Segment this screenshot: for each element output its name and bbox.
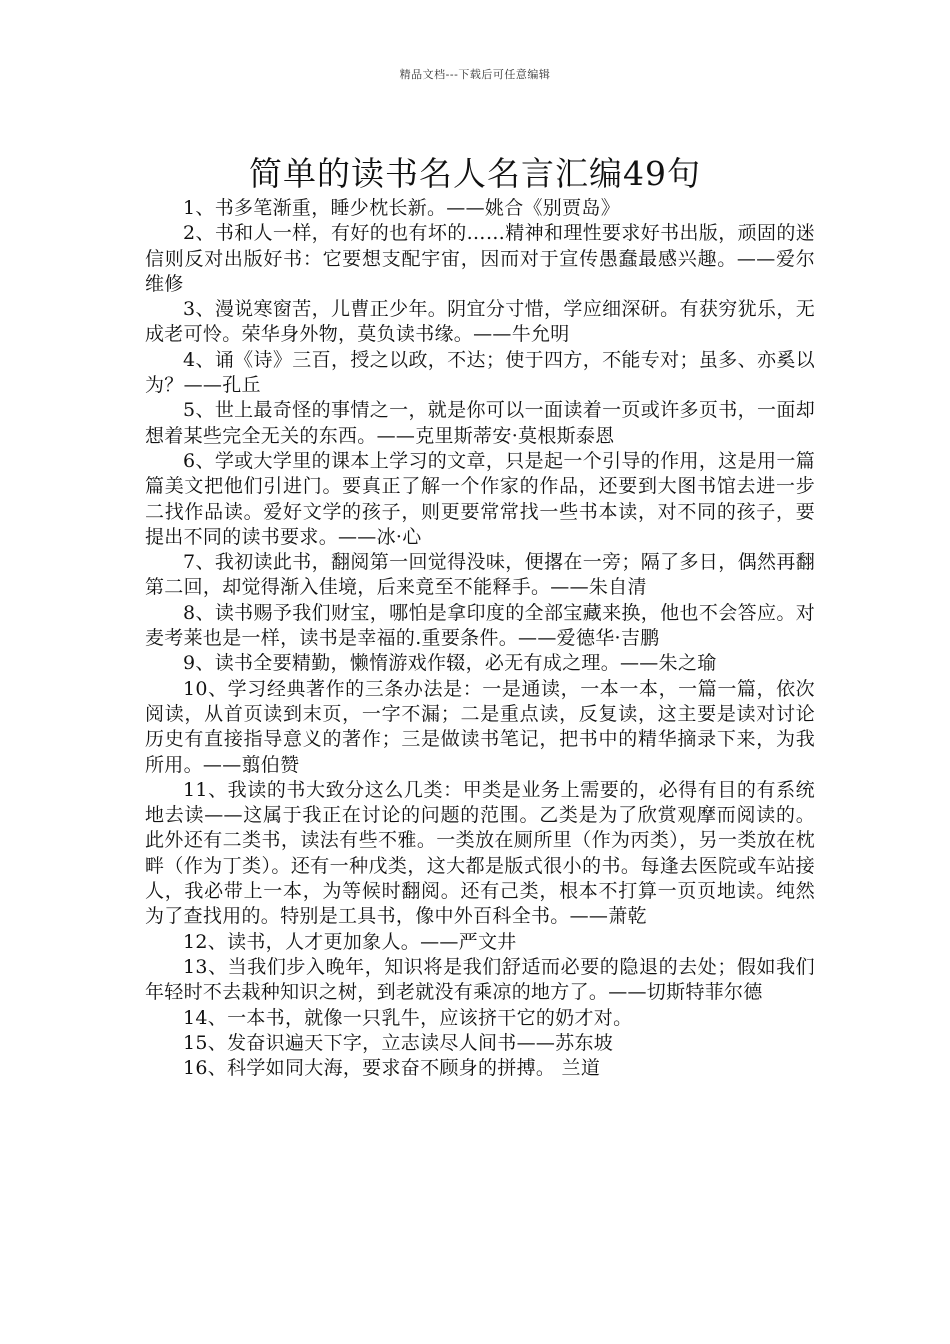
header-note: 精品文档---下载后可任意编辑	[399, 68, 551, 81]
quote-10: 10、学习经典著作的三条办法是：一是通读，一本一本，一篇一篇，依次阅读，从首页读到末页，一字不漏；二是重点读，反复读，这主要是读对讨论历史有直接指导意义的著作；三是做读书笔记，把书中的精华摘录下来，为我所用。——翦伯赞	[145, 677, 815, 776]
quote-4: 4、诵《诗》三百，授之以政，不达；使于四方，不能专对；虽多、亦奚以为？——孔丘	[145, 348, 815, 397]
quote-16: 16、科学如同大海，要求奋不顾身的拼搏。 兰道	[183, 1057, 601, 1080]
quote-15: 15、发奋识遍天下字，立志读尽人间书——苏东坡	[183, 1031, 614, 1054]
quote-12: 12、读书，人才更加象人。——严文井	[183, 930, 517, 953]
page-title: 简单的读书名人名言汇编49句	[249, 154, 701, 194]
quote-13: 13、当我们步入晚年，知识将是我们舒适而必要的隐退的去处；假如我们年轻时不去栽种知识之树，到老就没有乘凉的地方了。——切斯特菲尔德	[145, 955, 815, 1004]
quote-6: 6、学或大学里的课本上学习的文章，只是起一个引导的作用，这是用一篇篇美文把他们引进门。要真正了解一个作家的作品，还要到大图书馆去进一步二找作品读。爱好文学的孩子，则更要常常找一些书本读，对不同的孩子，要提出不同的读书要求。——冰·心	[145, 449, 815, 548]
quote-3: 3、漫说寒窗苦，儿曹正少年。阴宜分寸惜，学应细深研。有获穷犹乐，无成老可怜。荣华身外物，莫负读书缘。——牛允明	[145, 298, 815, 346]
quote-14: 14、一本书，就像一只乳牛，应该挤干它的奶才对。	[183, 1006, 633, 1029]
quote-8: 8、读书赐予我们财宝，哪怕是拿印度的全部宝藏来换，他也不会答应。对麦考莱也是一样，读书是幸福的.重要条件。——爱德华·吉鹏	[145, 601, 815, 650]
quote-list	[145, 196, 815, 1081]
quote-11: 11、我读的书大致分这么几类：甲类是业务上需要的，必得有目的有系统地去读——这属于我正在讨论的问题的范围。乙类是为了欣赏观摩而阅读的。此外还有二类书，读法有些不雅。一类放在厕所里（作为丙类），另一类放在枕畔（作为丁类）。还有一种戊类，这大都是版式很小的书。每逢去医院或车站接人，我必带上一本，为等候时翻阅。还有己类，根本不打算一页页地读。纯然为了查找用的。特别是工具书，像中外百科全书。——萧乾	[145, 778, 815, 928]
quote-1: 1、书多笔渐重，睡少枕长新。——姚合《别贾岛》	[183, 197, 620, 219]
quote-2: 2、书和人一样，有好的也有坏的……精神和理性要求好书出版，顽固的迷信则反对出版好书：它要想支配宇宙，因而对于宣传愚蠢最感兴趣。——爱尔维修	[145, 222, 815, 295]
quote-5: 5、世上最奇怪的事情之一，就是你可以一面读着一页或许多页书，一面却想着某些完全无关的东西。——克里斯蒂安·莫根斯泰恩	[145, 399, 815, 447]
quote-9: 9、读书全要精勤，懒惰游戏作辍，必无有成之理。——朱之瑜	[183, 652, 717, 675]
quote-7: 7、我初读此书，翻阅第一回觉得没味，便撂在一旁；隔了多日，偶然再翻第二回，却觉得渐入佳境，后来竟至不能释手。——朱自清	[145, 551, 815, 599]
